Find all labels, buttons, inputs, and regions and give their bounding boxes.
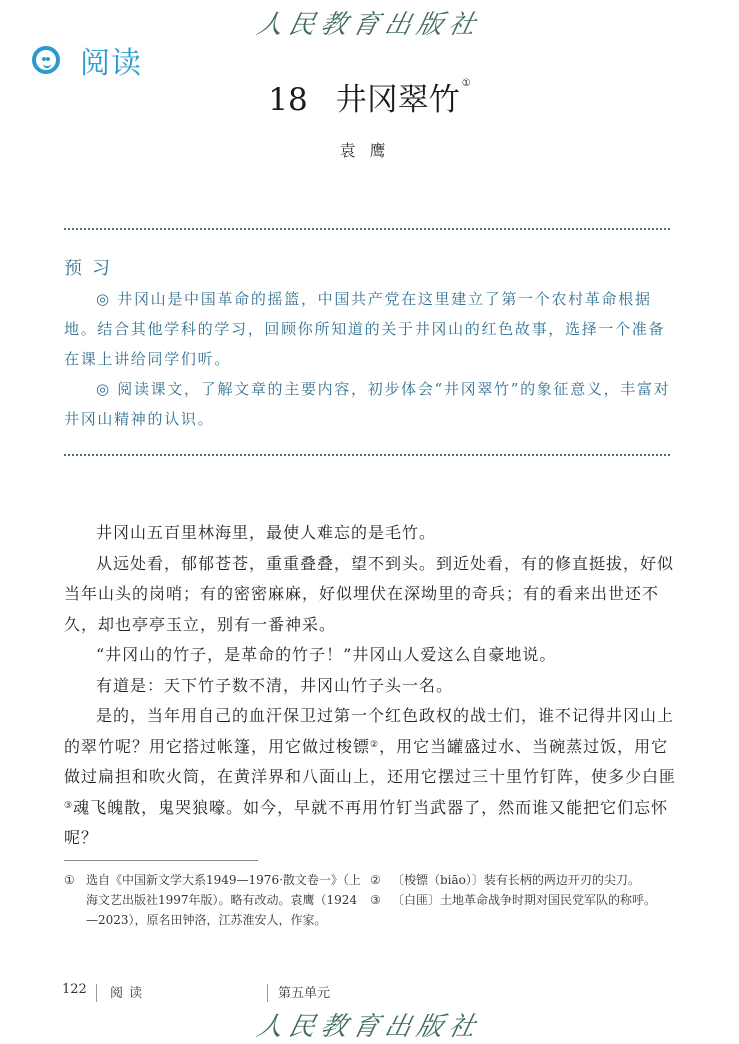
footnote-divider	[64, 860, 258, 861]
page-number: 122	[62, 982, 87, 997]
footnote-text: 〔白匪〕土地革命战争时期对国民党军队的称呼。	[392, 893, 657, 907]
footer-separator	[267, 984, 268, 1002]
lesson-title	[0, 74, 739, 119]
paragraph	[64, 701, 676, 854]
dotted-divider-top	[64, 228, 670, 230]
footnote-mark: ②	[370, 873, 381, 887]
footnote-mark: ①	[64, 873, 75, 887]
preview-heading: 预习	[64, 258, 120, 279]
footnotes-left-column	[64, 870, 364, 930]
footnote-item	[370, 890, 670, 910]
footnote-ref-2[interactable]: ②	[370, 739, 380, 750]
paragraph: “井冈山的竹子，是革命的竹子！”井冈山人爱这么自豪地说。	[96, 645, 557, 664]
paragraph: 有道是：天下竹子数不清，井冈山竹子头一名。	[96, 675, 454, 695]
footnotes-right-column	[370, 870, 670, 910]
footnote-text: 选自《中国新文学大系1949—1976·散文卷一》（上海文艺出版社1997年版）。略有改动。袁鹰（1924—2023），原名田钟洛，江苏淮安人，作家。	[86, 873, 361, 927]
footer-section: 阅读	[110, 986, 149, 1001]
footnote-item	[64, 870, 364, 930]
article-body	[64, 518, 676, 854]
footer-separator	[96, 984, 97, 1002]
footnote-text: 〔梭镖（biāo）〕装有长柄的两边开刃的尖刀。	[392, 873, 640, 887]
paragraph-text: 魂飞魄散，鬼哭狼嚎。如今，早就不再用竹钉当武器了，然而谁又能把它们忘怀呢？	[64, 797, 669, 847]
publisher-logo-bottom: 人民教育出版社	[253, 1012, 485, 1042]
paragraph: 井冈山五百里林海里，最使人难忘的是毛竹。	[96, 523, 437, 542]
preview-item: ◎ 井冈山是中国革命的摇篮，中国共产党在这里建立了第一个农村革命根据地。结合其他学科的学习，回顾你所知道的关于井冈山的红色故事，选择一个准备在课上讲给同学们听。	[64, 290, 666, 368]
lesson-title-text: 井冈翠竹	[335, 82, 460, 118]
preview-item: ◎ 阅读课文，了解文章的主要内容，初步体会“井冈翠竹”的象征意义，丰富对井冈山精神的认识。	[64, 380, 671, 428]
publisher-logo-top: 人民教育出版社	[253, 10, 485, 40]
paragraph: 从远处看，郁郁苍苍，重重叠叠，望不到头。到近处看，有的修直挺拔，好似当年山头的岗哨；有的密密麻麻，好似埋伏在深坳里的奇兵；有的看来出世还不久，却也亭亭玉立，别有一番神采。	[64, 553, 675, 634]
footnote-item	[370, 870, 670, 890]
footer-unit: 第五单元	[278, 986, 331, 1001]
paragraph-text: 是的，当年用自己的血汗保卫过第一个红色政权的战士们，谁不记得井冈山上的翠竹呢？用它搭过帐篷，用它做过梭镖	[64, 706, 675, 756]
author-name: 袁鹰	[339, 141, 400, 160]
footnote-ref-1[interactable]: ①	[461, 78, 471, 89]
smiley-face-icon	[32, 46, 60, 74]
footnote-mark: ③	[370, 893, 381, 907]
dotted-divider-bottom	[64, 454, 670, 456]
footnote-ref-3[interactable]: ③	[64, 800, 74, 811]
page-footer	[62, 982, 682, 1004]
lesson-number: 18	[268, 82, 308, 118]
section-label: 阅读	[80, 46, 142, 81]
preview-box	[64, 254, 674, 434]
paragraph-text: ，用它当罐盛过水、当碗蒸过饭，用它做过扁担和吹火筒，在黄洋界和八面山上，还用它摆过三十里竹钉阵，使多少白匪	[64, 736, 677, 786]
